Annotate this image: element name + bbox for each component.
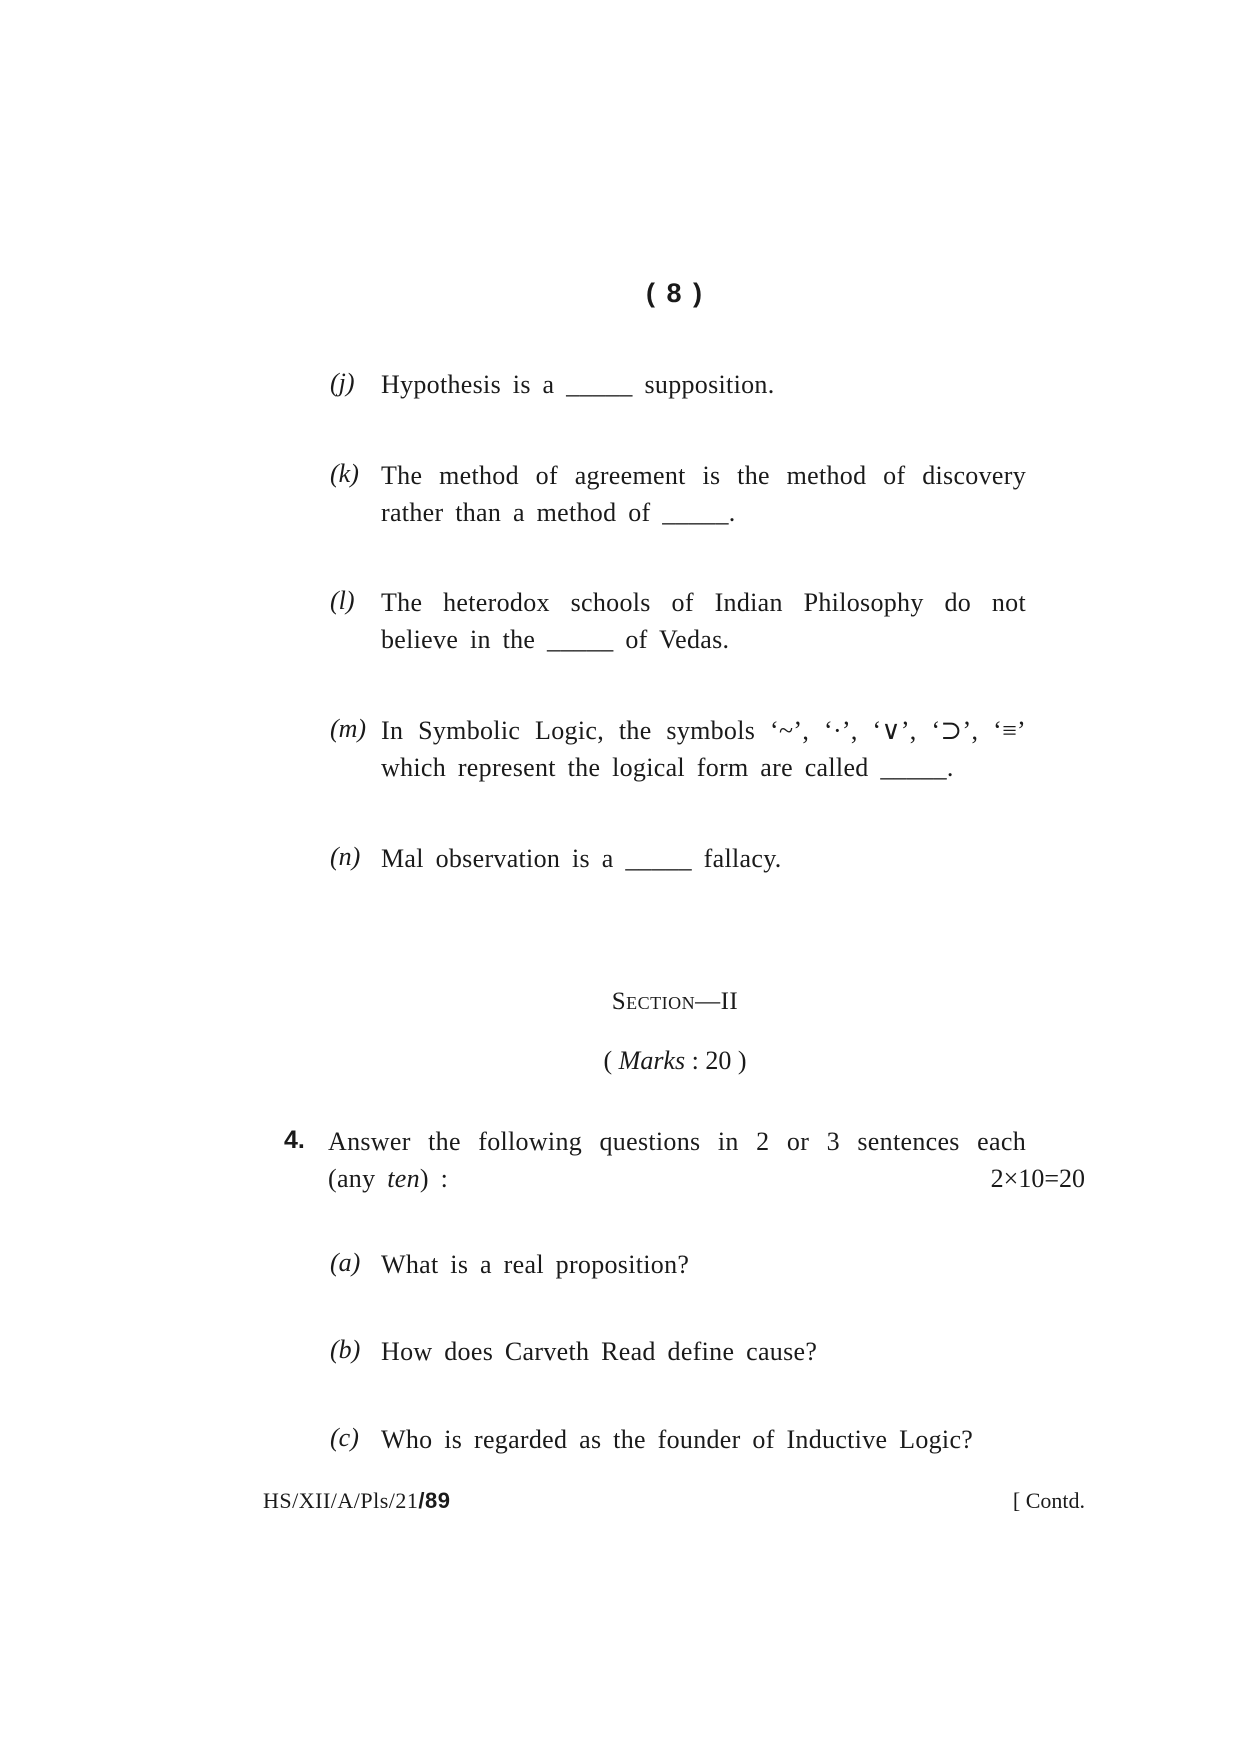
q4-italic: ten — [387, 1164, 420, 1193]
section-marks — [0, 1046, 1241, 1076]
item-label-j: (j) — [330, 368, 355, 397]
item-label-m: (m) — [330, 714, 367, 743]
marks-value: : 20 — [691, 1046, 732, 1075]
sub-text-a: What is a real proposition? — [381, 1250, 690, 1279]
page-number: ( 8 ) — [645, 278, 704, 308]
question-number: 4. — [284, 1126, 305, 1154]
question-4-marks: 2×10=20 — [990, 1164, 1085, 1193]
item-text-k-line2: rather than a method of _____. — [381, 498, 736, 527]
sub-label-c: (c) — [330, 1423, 359, 1452]
item-text-n: Mal observation is a _____ fallacy. — [381, 844, 782, 873]
item-text-m-line1: In Symbolic Logic, the symbols ‘~’, ‘·’, ‘∨’, ‘⊃’, ‘≡’ — [381, 716, 1026, 745]
marks-open: ( — [603, 1046, 613, 1075]
item-text-k-line1: The method of agreement is the method of discovery — [381, 461, 1026, 490]
footer-contd: [ Contd. — [1012, 1488, 1085, 1513]
marks-label: Marks — [618, 1046, 686, 1075]
q4-suffix: ) : — [419, 1164, 449, 1193]
sub-text-c: Who is regarded as the founder of Inductive Logic? — [381, 1425, 974, 1454]
item-label-n: (n) — [330, 842, 361, 871]
item-text-m-line2: which represent the logical form are called _____. — [381, 753, 954, 782]
sub-label-a: (a) — [330, 1248, 361, 1277]
section-heading: Section—II — [611, 988, 739, 1015]
marks-close: ) — [737, 1046, 747, 1075]
footer-code-bold: /89 — [418, 1488, 451, 1513]
question-4-line1: Answer the following questions in 2 or 3 sentences each — [328, 1127, 1026, 1156]
question-4-line2 — [328, 1160, 448, 1197]
sub-text-b: How does Carveth Read define cause? — [381, 1337, 818, 1366]
item-label-l: (l) — [330, 586, 355, 615]
item-label-k: (k) — [330, 459, 359, 488]
q4-prefix: (any — [328, 1164, 388, 1193]
item-text-j: Hypothesis is a _____ supposition. — [381, 370, 775, 399]
item-text-l-line1: The heterodox schools of Indian Philosophy do not — [381, 588, 1026, 617]
footer-code-prefix: HS/XII/A/Pls/21 — [263, 1488, 419, 1513]
footer-code — [263, 1488, 451, 1514]
sub-label-b: (b) — [330, 1335, 361, 1364]
item-text-l-line2: believe in the _____ of Vedas. — [381, 625, 730, 654]
